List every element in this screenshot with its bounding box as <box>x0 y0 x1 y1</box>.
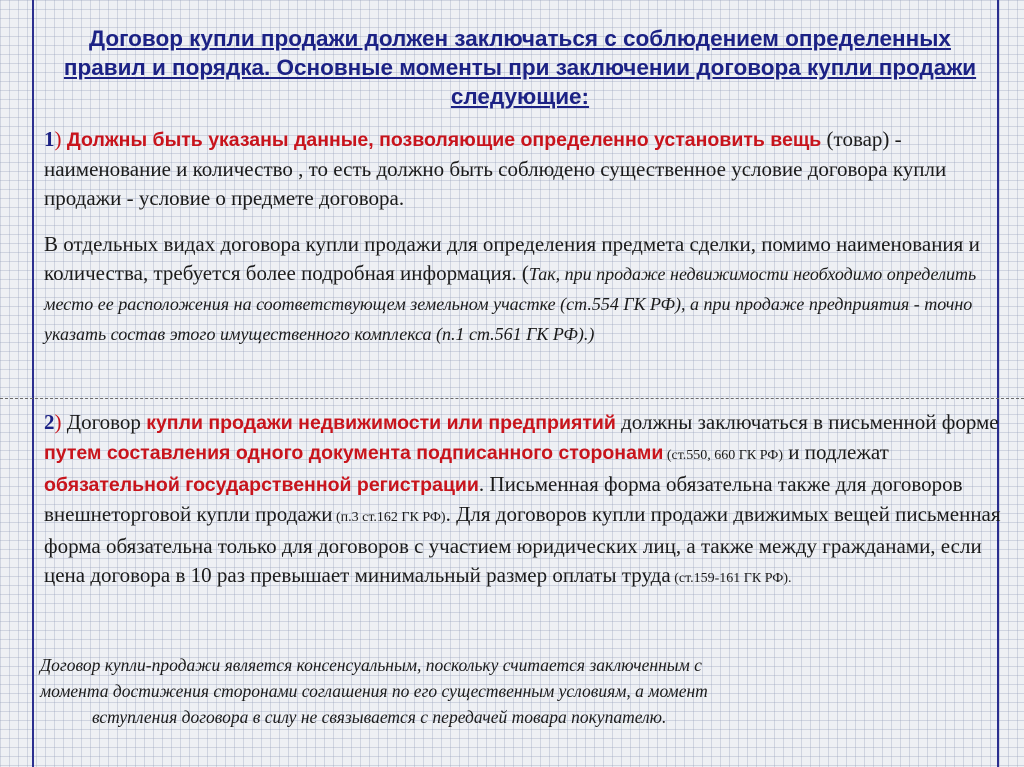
point-1-highlight: Должны быть указаны данные, позволяющие определенно установить вещь <box>61 129 822 151</box>
paragraph-2-italic: Так, при продаже недвижимости необходимо определить место ее расположения на соответствующем земельном участке (ст.554 ГК РФ), а при продаже предприятия - точно указать состав этого имущественного комплекса (п.1 ст.561 ГК РФ).) <box>44 264 977 344</box>
footer-note <box>40 652 960 730</box>
point-2-highlight-3: обязательной государственной регистрации <box>44 474 479 496</box>
point-2-ref-2: (п.3 ст.162 ГК РФ) <box>332 510 446 525</box>
left-border-line <box>32 0 34 767</box>
paragraph-2 <box>44 230 994 349</box>
dashed-divider <box>0 398 1024 399</box>
footer-line-2: момента достижения сторонами соглашения по его существенным условиям, а момент <box>40 681 708 701</box>
point-2-ref-1: (ст.550, 660 ГК РФ) <box>663 448 783 463</box>
point-2-highlight-2: путем составления одного документа подписанного сторонами <box>44 442 664 464</box>
point-1-text: (товар) - наименование и количество , то есть должно быть соблюдено существенное условие договора купли продажи - условие о предмете договора. <box>44 127 947 210</box>
point-2-paren: ) <box>54 410 62 434</box>
point-2-text-2: должны заключаться в письменной форме <box>615 410 999 434</box>
footer-line-1: Договор купли-продажи является консенсуальным, поскольку считается заключенным с <box>40 655 702 675</box>
point-2-number: 2 <box>44 410 55 434</box>
point-2-text-5: . Для договоров купли продажи движимых вещей письменная форма обязательна только для договоров с участием юридических лиц, а также между гражданами, если цена договора в 10 раз превышает минимальный размер оплаты труда <box>44 502 1001 587</box>
point-1-number: 1 <box>44 127 55 151</box>
slide-title: Договор купли продажи должен заключаться с соблюдением определенных правил и порядка. Основные моменты при заключении договора купли продажи следующие: <box>63 26 977 109</box>
point-1 <box>44 125 994 213</box>
point-2-ref-3: (ст.159-161 ГК РФ). <box>670 571 792 586</box>
footer-line-3: вступления договора в силу не связывается с передачей товара покупателю. <box>92 707 667 727</box>
point-2-text-4: . Письменная форма обязательна также для договоров внешнеторговой купли продажи <box>44 472 963 526</box>
right-border-line <box>997 0 999 767</box>
paragraph-2-text: В отдельных видах договора купли продажи для определения предмета сделки, помимо наименования и количества, требуется более подробная информация. ( <box>44 232 980 285</box>
point-1-paren: ) <box>54 127 62 151</box>
point-2 <box>44 408 1004 593</box>
point-2-text-3: и подлежат <box>783 440 889 464</box>
point-2-text-1: Договор <box>61 410 147 434</box>
point-2-highlight-1: купли продажи недвижимости или предприятий <box>146 412 616 434</box>
